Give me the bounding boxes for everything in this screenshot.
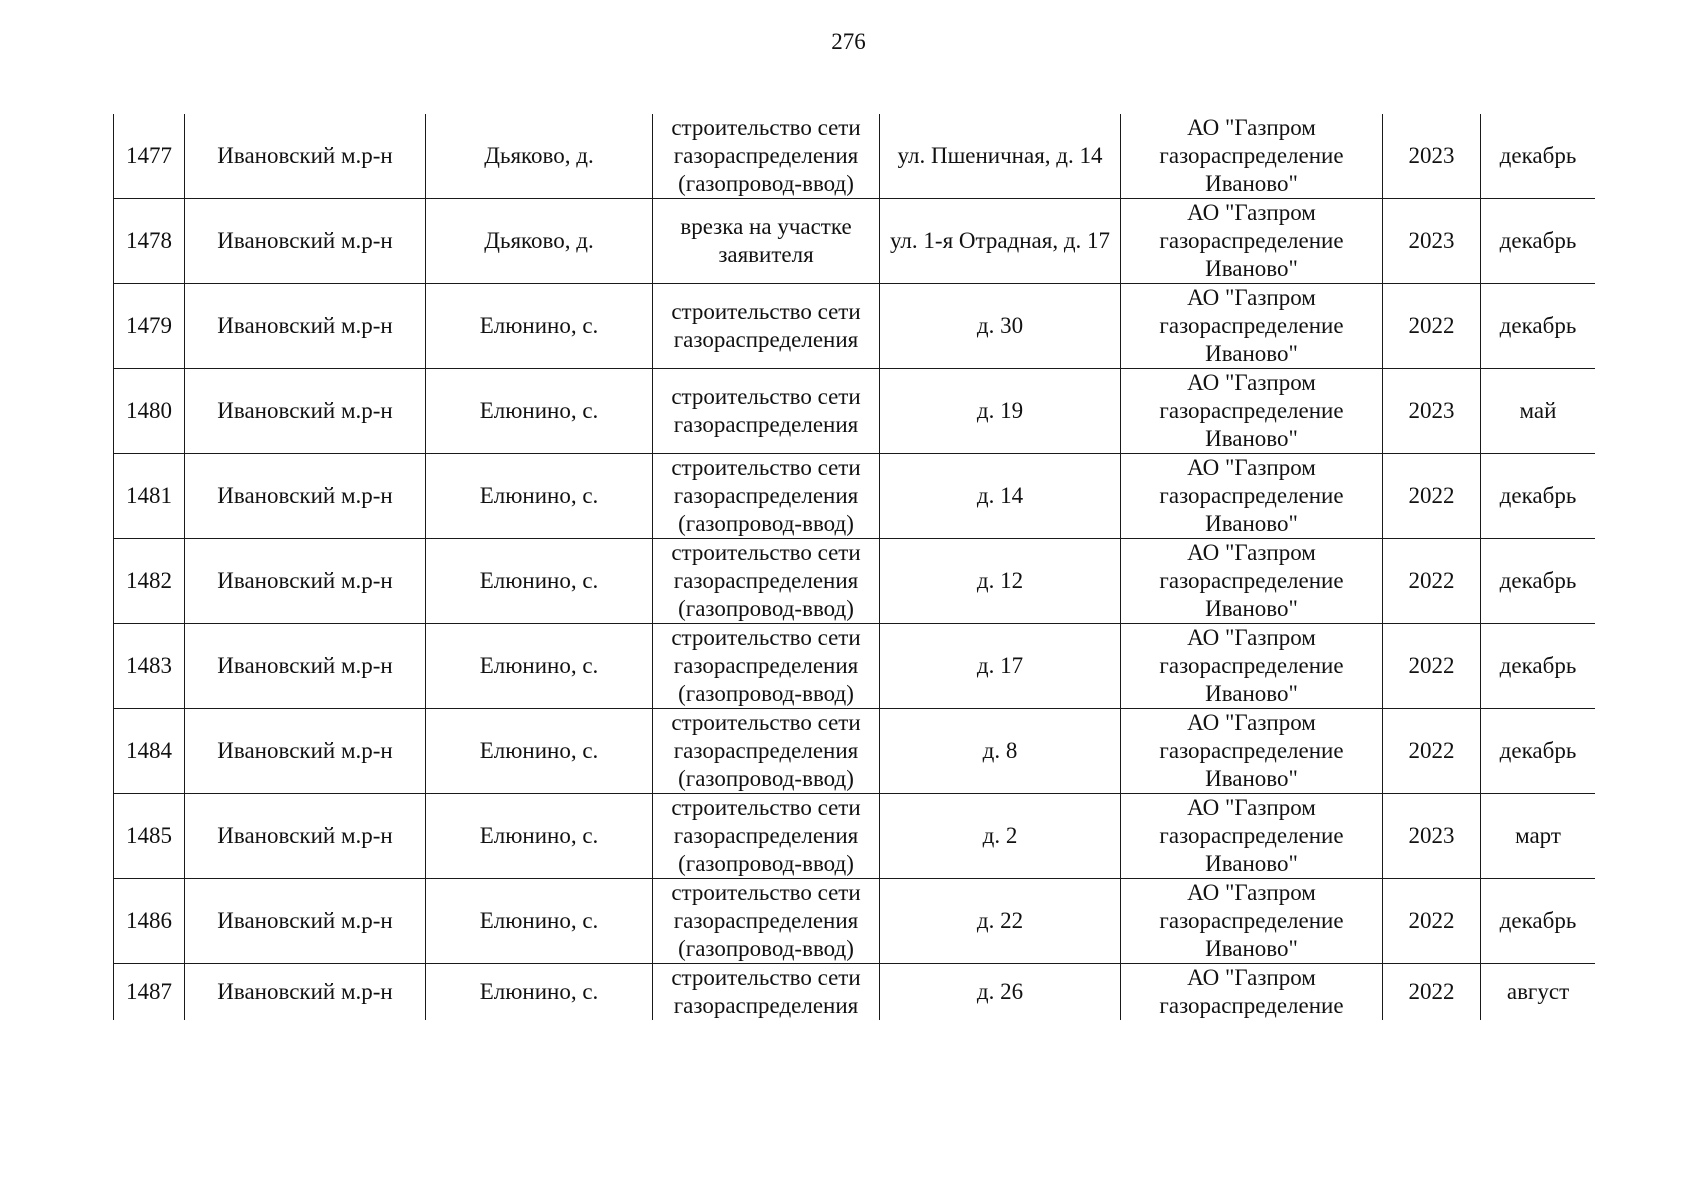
- row-number-cell-text: 1487: [126, 979, 172, 1004]
- address-cell-text: д. 22: [976, 908, 1024, 933]
- month-cell-text: декабрь: [1499, 568, 1577, 593]
- table-row: [114, 964, 1596, 1021]
- address-cell-text: д. 19: [976, 398, 1024, 423]
- address-cell-text: д. 12: [976, 568, 1024, 593]
- settlement-cell: [426, 454, 653, 539]
- year-cell-text: 2022: [1408, 483, 1455, 508]
- organization-cell-text: АО "Газпром газораспределение Иваново": [1159, 710, 1344, 791]
- settlement-cell-text: Елюнино, с.: [479, 823, 599, 848]
- district-cell-text: Ивановский м.р-н: [217, 313, 393, 338]
- year-cell: [1383, 794, 1481, 879]
- table-row: [114, 369, 1596, 454]
- address-cell: [880, 879, 1121, 964]
- settlement-cell: [426, 284, 653, 369]
- district-cell: [185, 114, 426, 199]
- organization-cell: [1121, 964, 1383, 1021]
- district-cell-text: Ивановский м.р-н: [217, 979, 393, 1004]
- row-number-cell: [114, 964, 185, 1021]
- work-type-cell: [653, 709, 880, 794]
- settlement-cell-text: Елюнино, с.: [479, 398, 599, 423]
- address-cell: [880, 369, 1121, 454]
- year-cell: [1383, 709, 1481, 794]
- year-cell-text: 2022: [1408, 568, 1455, 593]
- row-number-cell: [114, 624, 185, 709]
- month-cell-text: декабрь: [1499, 738, 1577, 763]
- settlement-cell: [426, 369, 653, 454]
- district-cell-text: Ивановский м.р-н: [217, 483, 393, 508]
- table-row: [114, 114, 1596, 199]
- month-cell: [1481, 454, 1596, 539]
- organization-cell-text: АО "Газпром газораспределение Иваново": [1159, 200, 1344, 281]
- year-cell-text: 2023: [1408, 228, 1455, 253]
- settlement-cell-text: Елюнино, с.: [479, 979, 599, 1004]
- organization-cell: [1121, 284, 1383, 369]
- organization-cell-text: АО "Газпром газораспределение Иваново": [1159, 285, 1344, 366]
- district-cell-text: Ивановский м.р-н: [217, 398, 393, 423]
- row-number-cell: [114, 879, 185, 964]
- gas-network-table: [113, 114, 1595, 1020]
- work-type-cell-text: строительство сети газораспределения (газопровод-ввод): [671, 880, 861, 961]
- address-cell-text: д. 17: [976, 653, 1024, 678]
- month-cell-text: август: [1506, 979, 1570, 1004]
- settlement-cell: [426, 879, 653, 964]
- month-cell-text: декабрь: [1499, 313, 1577, 338]
- month-cell-text: декабрь: [1499, 908, 1577, 933]
- table-row: [114, 624, 1596, 709]
- address-cell: [880, 454, 1121, 539]
- district-cell: [185, 879, 426, 964]
- work-type-cell: [653, 369, 880, 454]
- address-cell-text: ул. 1-я Отрадная, д. 17: [889, 228, 1111, 253]
- settlement-cell: [426, 624, 653, 709]
- row-number-cell: [114, 369, 185, 454]
- table-row: [114, 454, 1596, 539]
- year-cell: [1383, 879, 1481, 964]
- year-cell: [1383, 199, 1481, 284]
- month-cell: [1481, 964, 1596, 1021]
- address-cell-text: д. 2: [982, 823, 1018, 848]
- organization-cell: [1121, 879, 1383, 964]
- address-cell-text: ул. Пшеничная, д. 14: [897, 143, 1103, 168]
- address-cell: [880, 964, 1121, 1021]
- organization-cell: [1121, 454, 1383, 539]
- work-type-cell-text: строительство сети газораспределения (газопровод-ввод): [671, 115, 861, 196]
- settlement-cell: [426, 114, 653, 199]
- row-number-cell-text: 1482: [126, 568, 172, 593]
- organization-cell-text: АО "Газпром газораспределение Иваново": [1159, 455, 1344, 536]
- year-cell-text: 2023: [1408, 823, 1455, 848]
- work-type-cell: [653, 794, 880, 879]
- row-number-cell: [114, 539, 185, 624]
- organization-cell-text: АО "Газпром газораспределение Иваново": [1159, 880, 1344, 961]
- work-type-cell: [653, 964, 880, 1021]
- organization-cell-text: АО "Газпром газораспределение Иваново": [1159, 625, 1344, 706]
- district-cell: [185, 539, 426, 624]
- organization-cell: [1121, 114, 1383, 199]
- settlement-cell-text: Дьяково, д.: [484, 228, 594, 253]
- district-cell: [185, 369, 426, 454]
- address-cell-text: д. 30: [976, 313, 1024, 338]
- settlement-cell: [426, 199, 653, 284]
- table-container: [113, 114, 1595, 1020]
- work-type-cell-text: строительство сети газораспределения: [671, 299, 861, 352]
- work-type-cell-text: строительство сети газораспределения (газопровод-ввод): [671, 710, 861, 791]
- organization-cell: [1121, 794, 1383, 879]
- organization-cell: [1121, 624, 1383, 709]
- year-cell-text: 2022: [1408, 313, 1455, 338]
- month-cell: [1481, 284, 1596, 369]
- month-cell: [1481, 539, 1596, 624]
- address-cell: [880, 114, 1121, 199]
- district-cell: [185, 964, 426, 1021]
- table-body: [114, 114, 1596, 1020]
- month-cell: [1481, 794, 1596, 879]
- work-type-cell-text: строительство сети газораспределения (газопровод-ввод): [671, 795, 861, 876]
- settlement-cell-text: Елюнино, с.: [479, 738, 599, 763]
- year-cell-text: 2022: [1408, 908, 1455, 933]
- settlement-cell: [426, 964, 653, 1021]
- district-cell: [185, 794, 426, 879]
- row-number-cell-text: 1479: [126, 313, 172, 338]
- row-number-cell: [114, 114, 185, 199]
- district-cell: [185, 624, 426, 709]
- month-cell-text: декабрь: [1499, 143, 1577, 168]
- work-type-cell: [653, 284, 880, 369]
- district-cell: [185, 454, 426, 539]
- year-cell: [1383, 369, 1481, 454]
- month-cell: [1481, 879, 1596, 964]
- year-cell: [1383, 624, 1481, 709]
- work-type-cell-text: строительство сети газораспределения (газопровод-ввод): [671, 540, 861, 621]
- row-number-cell-text: 1478: [126, 228, 172, 253]
- work-type-cell: [653, 539, 880, 624]
- work-type-cell: [653, 624, 880, 709]
- address-cell: [880, 539, 1121, 624]
- organization-cell: [1121, 369, 1383, 454]
- row-number-cell-text: 1481: [126, 483, 172, 508]
- organization-cell: [1121, 709, 1383, 794]
- settlement-cell: [426, 794, 653, 879]
- address-cell: [880, 709, 1121, 794]
- table-row: [114, 284, 1596, 369]
- page-number: 276: [831, 29, 866, 54]
- address-cell: [880, 284, 1121, 369]
- settlement-cell-text: Елюнино, с.: [479, 568, 599, 593]
- table-row: [114, 709, 1596, 794]
- year-cell-text: 2023: [1408, 143, 1455, 168]
- month-cell-text: декабрь: [1499, 228, 1577, 253]
- table-row: [114, 794, 1596, 879]
- organization-cell: [1121, 199, 1383, 284]
- organization-cell: [1121, 539, 1383, 624]
- organization-cell-text: АО "Газпром газораспределение Иваново": [1159, 115, 1344, 196]
- table-row: [114, 199, 1596, 284]
- district-cell-text: Ивановский м.р-н: [217, 738, 393, 763]
- month-cell: [1481, 709, 1596, 794]
- year-cell-text: 2022: [1408, 738, 1455, 763]
- year-cell-text: 2022: [1408, 979, 1455, 1004]
- row-number-cell-text: 1477: [126, 143, 172, 168]
- month-cell-text: декабрь: [1499, 483, 1577, 508]
- settlement-cell-text: Елюнино, с.: [479, 908, 599, 933]
- row-number-cell-text: 1483: [126, 653, 172, 678]
- month-cell: [1481, 369, 1596, 454]
- work-type-cell: [653, 199, 880, 284]
- address-cell: [880, 199, 1121, 284]
- work-type-cell: [653, 114, 880, 199]
- work-type-cell: [653, 454, 880, 539]
- row-number-cell: [114, 284, 185, 369]
- month-cell: [1481, 624, 1596, 709]
- district-cell: [185, 199, 426, 284]
- year-cell: [1383, 964, 1481, 1021]
- month-cell-text: декабрь: [1499, 653, 1577, 678]
- work-type-cell-text: строительство сети газораспределения: [671, 965, 861, 1018]
- settlement-cell-text: Дьяково, д.: [484, 143, 594, 168]
- organization-cell-text: АО "Газпром газораспределение Иваново": [1159, 795, 1344, 876]
- table-row: [114, 879, 1596, 964]
- row-number-cell-text: 1480: [126, 398, 172, 423]
- row-number-cell: [114, 794, 185, 879]
- district-cell-text: Ивановский м.р-н: [217, 823, 393, 848]
- address-cell-text: д. 14: [976, 483, 1024, 508]
- work-type-cell-text: врезка на участке заявителя: [680, 214, 852, 267]
- month-cell-text: май: [1519, 398, 1557, 423]
- row-number-cell-text: 1484: [126, 738, 172, 763]
- settlement-cell-text: Елюнино, с.: [479, 653, 599, 678]
- year-cell-text: 2022: [1408, 653, 1455, 678]
- table-row: [114, 539, 1596, 624]
- row-number-cell-text: 1485: [126, 823, 172, 848]
- work-type-cell-text: строительство сети газораспределения (газопровод-ввод): [671, 625, 861, 706]
- settlement-cell-text: Елюнино, с.: [479, 313, 599, 338]
- year-cell: [1383, 539, 1481, 624]
- month-cell: [1481, 199, 1596, 284]
- settlement-cell: [426, 539, 653, 624]
- row-number-cell: [114, 454, 185, 539]
- month-cell-text: март: [1515, 823, 1561, 848]
- address-cell: [880, 624, 1121, 709]
- address-cell-text: д. 26: [976, 979, 1024, 1004]
- district-cell: [185, 709, 426, 794]
- row-number-cell: [114, 199, 185, 284]
- year-cell: [1383, 454, 1481, 539]
- settlement-cell-text: Елюнино, с.: [479, 483, 599, 508]
- district-cell-text: Ивановский м.р-н: [217, 143, 393, 168]
- district-cell-text: Ивановский м.р-н: [217, 908, 393, 933]
- year-cell: [1383, 284, 1481, 369]
- address-cell-text: д. 8: [982, 738, 1018, 763]
- district-cell-text: Ивановский м.р-н: [217, 653, 393, 678]
- district-cell: [185, 284, 426, 369]
- district-cell-text: Ивановский м.р-н: [217, 228, 393, 253]
- work-type-cell-text: строительство сети газораспределения (газопровод-ввод): [671, 455, 861, 536]
- row-number-cell-text: 1486: [126, 908, 172, 933]
- year-cell-text: 2023: [1408, 398, 1455, 423]
- work-type-cell-text: строительство сети газораспределения: [671, 384, 861, 437]
- row-number-cell: [114, 709, 185, 794]
- month-cell: [1481, 114, 1596, 199]
- organization-cell-text: АО "Газпром газораспределение: [1159, 965, 1344, 1018]
- organization-cell-text: АО "Газпром газораспределение Иваново": [1159, 370, 1344, 451]
- work-type-cell: [653, 879, 880, 964]
- address-cell: [880, 794, 1121, 879]
- settlement-cell: [426, 709, 653, 794]
- year-cell: [1383, 114, 1481, 199]
- district-cell-text: Ивановский м.р-н: [217, 568, 393, 593]
- organization-cell-text: АО "Газпром газораспределение Иваново": [1159, 540, 1344, 621]
